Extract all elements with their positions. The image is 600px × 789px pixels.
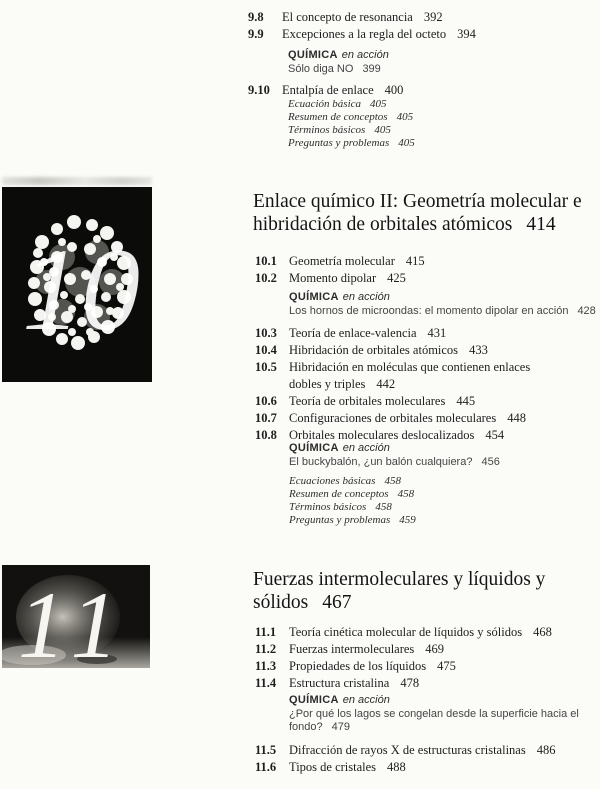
section-number: 11.1 — [255, 625, 277, 639]
toc-entry — [255, 359, 557, 393]
section-title: Configuraciones de orbitales moleculares — [289, 411, 497, 425]
page-number: 456 — [481, 456, 500, 468]
page-number: 431 — [427, 326, 447, 340]
section-title: Teoría de orbitales moleculares — [289, 394, 446, 408]
page-number: 454 — [485, 428, 505, 442]
page-number: 400 — [384, 83, 404, 97]
chem-box-label: QUÍMICA en acción — [289, 694, 390, 706]
section-title: Geometría molecular — [289, 254, 395, 268]
page-number: 448 — [507, 411, 526, 425]
endmatter-line: Términos básicos 405 — [288, 124, 391, 136]
page-number: 458 — [397, 488, 415, 500]
chapter-11-image — [2, 565, 150, 668]
chem-box-line: El buckybalón, ¿un balón cualquiera? 456 — [289, 456, 500, 468]
section-number: 11.3 — [255, 659, 277, 673]
page-number: 458 — [375, 501, 392, 513]
section-number: 10.4 — [255, 343, 277, 357]
toc-entry — [255, 641, 552, 658]
frozen-lake-graphic — [2, 565, 150, 668]
section-number: 10.8 — [255, 428, 277, 442]
page-number: 445 — [456, 394, 476, 408]
page-number: 405 — [396, 111, 414, 123]
section-number: 10.5 — [255, 360, 277, 374]
section-number: 9.9 — [248, 27, 264, 41]
toc-entry — [255, 270, 425, 287]
endmatter-line: Preguntas y problemas 405 — [288, 137, 415, 149]
chapter10-entries-b — [255, 325, 557, 444]
page-number: 405 — [398, 137, 415, 149]
chapter-10-numeral: 10 — [22, 224, 140, 355]
endmatter-line: Ecuación básica 405 — [288, 98, 387, 110]
scan-artifact-strip — [2, 177, 152, 185]
section-title: Hibridación de orbitales atómicos — [289, 343, 459, 357]
toc-entry — [255, 410, 557, 427]
chemistry-in-action-box — [289, 442, 500, 469]
chem-box-label: QUÍMICA en acción — [288, 49, 389, 61]
chem-box-label: QUÍMICA en acción — [289, 442, 390, 454]
chapter-11-title: Fuerzas intermoleculares y líquidos y sólidos 467 — [253, 569, 546, 613]
chapter9-endmatter — [288, 98, 415, 150]
toc-entry — [255, 675, 552, 692]
page-number: 405 — [370, 98, 387, 110]
section-title: Orbitales moleculares deslocalizados — [289, 428, 475, 442]
section-title: Estructura cristalina — [289, 676, 390, 690]
section-title: El concepto de resonancia — [282, 10, 413, 24]
page-number: 468 — [533, 625, 552, 639]
section-number: 11.2 — [255, 642, 277, 656]
section-number: 9.10 — [248, 83, 270, 97]
section-title: Teoría cinética molecular de líquidos y sólidos — [289, 625, 523, 639]
toc-entry — [255, 759, 555, 776]
chapter-10-image — [2, 187, 152, 382]
section-title: Fuerzas intermoleculares — [289, 642, 415, 656]
toc-entry — [255, 325, 557, 342]
section-number: 10.1 — [255, 254, 277, 268]
toc-entry — [255, 393, 557, 410]
chapter11-entries-b — [255, 742, 555, 776]
page-number: 469 — [425, 642, 445, 656]
chapter11-entries-a — [255, 624, 552, 692]
section-number: 10.7 — [255, 411, 277, 425]
section-number: 10.2 — [255, 271, 277, 285]
section-title: Propiedades de los líquidos — [289, 659, 427, 673]
section-title: Teoría de enlace-valencia — [289, 326, 417, 340]
page-number: 478 — [400, 676, 420, 690]
section-title: Momento dipolar — [289, 271, 377, 285]
chemistry-in-action-box — [289, 694, 600, 734]
endmatter-line: Preguntas y problemas 459 — [289, 514, 416, 526]
page-number: 392 — [423, 10, 443, 24]
chem-box-line: Los hornos de microondas: el momento dipolar en acción 428 — [289, 305, 596, 317]
endmatter-line: Resumen de conceptos 458 — [289, 488, 415, 500]
page-number: 394 — [457, 27, 476, 41]
chemistry-in-action-box — [289, 291, 596, 318]
toc-entry — [248, 26, 476, 43]
toc-entry — [255, 624, 552, 641]
chapter-page-number: 414 — [526, 214, 556, 235]
chem-box-line: Sólo diga NO 399 — [288, 63, 381, 75]
endmatter-line: Ecuaciones básicas 458 — [289, 475, 401, 487]
toc-entry — [248, 9, 476, 26]
section-number: 10.6 — [255, 394, 277, 408]
section-title: Hibridación en moléculas que contienen enlaces dobles y triples — [289, 360, 531, 391]
page-number: 425 — [387, 271, 406, 285]
page-number: 415 — [405, 254, 425, 268]
page-number: 405 — [374, 124, 391, 136]
toc-entry — [255, 253, 425, 270]
chapter10-endmatter — [289, 475, 416, 527]
page-number: 475 — [437, 659, 456, 673]
chapter10-entries-a — [255, 253, 425, 287]
chem-box-label: QUÍMICA en acción — [289, 291, 390, 303]
page-number: 399 — [362, 63, 381, 75]
molecular-foam-graphic — [2, 187, 152, 382]
chapter-11-numeral: 11 — [18, 572, 130, 668]
section-title: Entalpía de enlace — [282, 83, 374, 97]
page-number: 442 — [376, 377, 396, 391]
page-number: 479 — [331, 721, 351, 733]
toc-entry — [255, 342, 557, 359]
page-number: 459 — [399, 514, 416, 526]
section-title: Difracción de rayos X de estructuras cristalinas — [289, 743, 526, 757]
page-number: 458 — [384, 475, 401, 487]
section-number: 10.3 — [255, 326, 277, 340]
section-number: 9.8 — [248, 10, 264, 24]
toc-entry — [255, 742, 555, 759]
section-title: Tipos de cristales — [289, 760, 377, 774]
endmatter-line: Resumen de conceptos 405 — [288, 111, 414, 123]
section-number: 11.6 — [255, 760, 277, 774]
chapter-page-number: 467 — [322, 592, 352, 613]
chapter-10-title: Enlace químico II: Geometría molecular e hibridación de orbitales atómicos 414 — [253, 191, 582, 235]
chem-box-line: ¿Por qué los lagos se congelan desde la superficie hacia el fondo? 479 — [289, 708, 579, 733]
chapter9-entries — [248, 9, 476, 43]
section-number: 11.5 — [255, 743, 277, 757]
page-number: 428 — [577, 305, 596, 317]
chemistry-in-action-box — [288, 49, 389, 76]
section-number: 11.4 — [255, 676, 277, 690]
endmatter-line: Términos básicos 458 — [289, 501, 392, 513]
page-number: 433 — [469, 343, 488, 357]
section-title: Excepciones a la regla del octeto — [282, 27, 447, 41]
page-number: 486 — [536, 743, 556, 757]
toc-entry — [248, 82, 403, 99]
toc-entry — [255, 658, 552, 675]
page-number: 488 — [387, 760, 406, 774]
